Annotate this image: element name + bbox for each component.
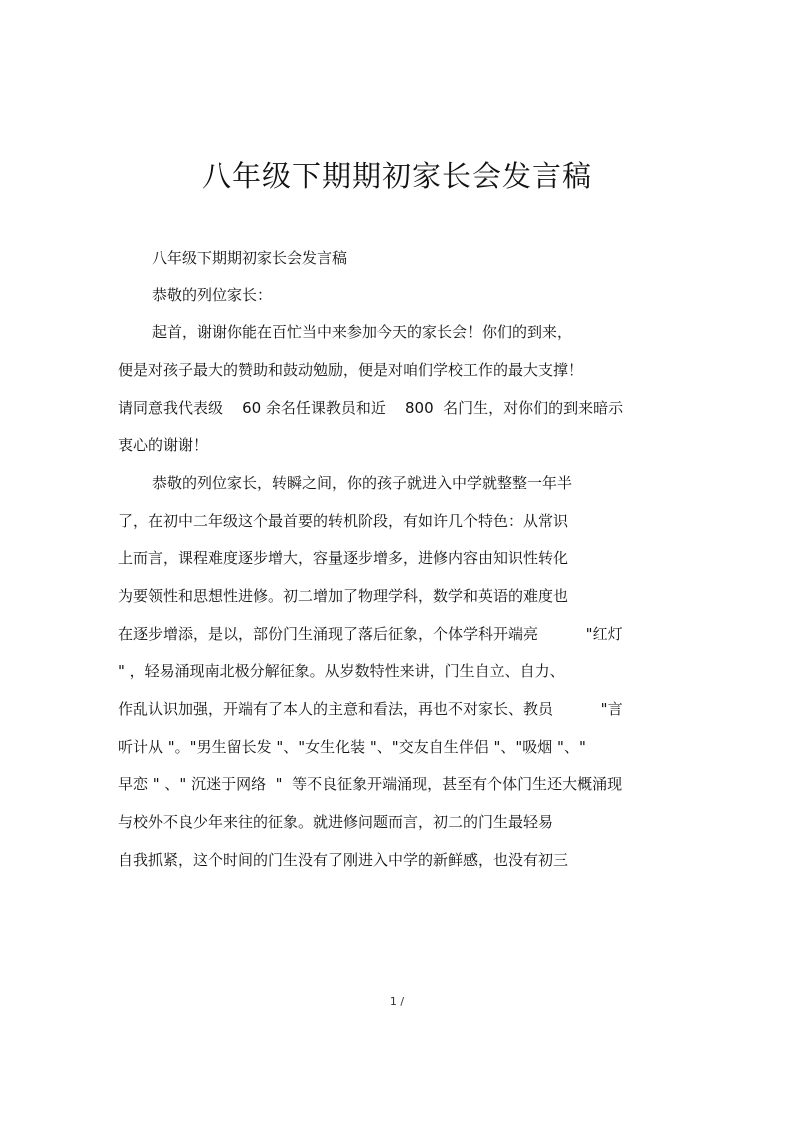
- body-line-text: 上而言，课程难度逐步增大，容量逐步增多，进修内容由知识性转化: [118, 549, 569, 567]
- body-line-7: [152, 472, 572, 494]
- body-line-text: 了，在初中二年级这个最首要的转机阶段，有如许几个特色：从常识: [118, 512, 569, 530]
- body-line-text: 自我抓紧，这个时间的门生没有了刚进入中学的新鲜感，也没有初三: [118, 851, 569, 869]
- body-line-text: 为要领性和思想性进修。初二增加了物理学科，数学和英语的难度也: [118, 587, 569, 605]
- body-line-13: [118, 698, 623, 720]
- body-line-8: [118, 510, 568, 532]
- body-line-text: 起首，谢谢你能在百忙当中来参加今天的家长会！你们的到来，: [152, 323, 573, 341]
- body-line-3: [152, 321, 572, 343]
- document-title: 八年级下期期初家长会发言稿: [201, 159, 592, 193]
- body-line-15: [118, 773, 622, 795]
- body-line-text: 与校外不良少年来往的征象。就进修问题而言，初二的门生最轻易: [118, 813, 554, 831]
- body-line-6: [118, 434, 208, 456]
- body-line-text: 请同意我代表级 60 余名任课教员和近 800 名门生，对你们的到来暗示: [118, 399, 624, 417]
- body-line-11: [118, 623, 623, 645]
- body-line-text: 听计从 "。"男生留长发 "、"女生化装 "、"交友自生伴侣 "、"吸烟 "、": [118, 738, 586, 756]
- body-line-text: 便是对孩子最大的赞助和鼓动勉励，便是对咱们学校工作的最大支撑！: [118, 361, 584, 379]
- body-line-text: 恭敬的列位家长：: [152, 286, 273, 304]
- body-line-1: [152, 247, 347, 269]
- body-line-text: 早恋 " 、" 沉迷于网络 " 等不良征象开端涌现，甚至有个体门生还大概涌现: [118, 775, 623, 793]
- body-line-text: 恭敬的列位家长，转瞬之间，你的孩子就进入中学就整整一年半: [152, 474, 573, 492]
- body-line-2: [152, 284, 272, 306]
- page-number: 1 /: [389, 995, 405, 1008]
- body-line-16: [118, 811, 553, 833]
- body-line-14: [118, 736, 586, 758]
- body-line-17: [118, 849, 568, 871]
- body-line-text: 八年级下期期初家长会发言稿: [152, 249, 348, 267]
- body-line-10: [118, 585, 568, 607]
- body-line-5: [118, 397, 623, 419]
- body-line-text: 在逐步增添，是以，部份门生涌现了落后征象，个体学科开端亮 "红灯: [118, 625, 623, 643]
- body-line-text: " ，轻易涌现南北极分解征象。从岁数特性来讲，门生自立、自力、: [118, 662, 565, 680]
- body-line-text: 衷心的谢谢！: [118, 436, 209, 454]
- body-line-12: [118, 660, 565, 682]
- body-line-4: [118, 359, 583, 381]
- body-line-9: [118, 547, 568, 569]
- body-line-text: 作乱认识加强，开端有了本人的主意和看法，再也不对家长、教员 "言: [118, 700, 623, 718]
